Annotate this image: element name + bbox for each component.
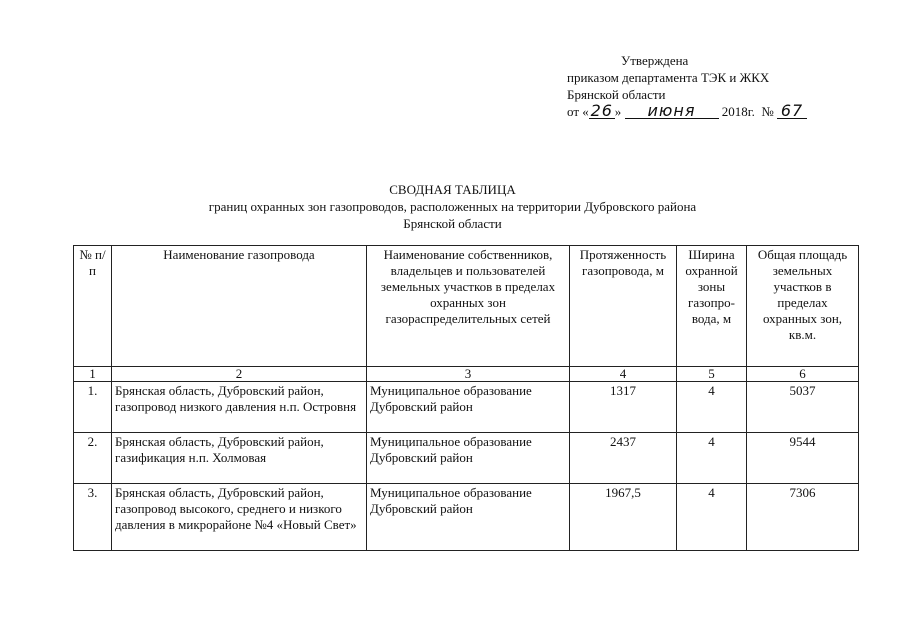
row-area: 5037 — [747, 382, 859, 433]
approval-region: Брянской области — [567, 87, 666, 102]
date-prefix: от « — [567, 104, 589, 119]
document-title-block — [0, 181, 905, 232]
column-number: 3 — [367, 367, 570, 382]
row-zone-width: 4 — [677, 433, 747, 484]
row-number: 2. — [74, 433, 112, 484]
date-mid: » — [614, 104, 622, 119]
header-pipeline-name: Наименование газопровода — [112, 246, 367, 367]
document-subtitle: границ охранных зон газопроводов, расположенных на территории Дубровского района — [208, 199, 697, 214]
handwritten-month: июня — [625, 103, 719, 119]
column-number: 5 — [677, 367, 747, 382]
row-owner: Муниципальное образование Дубровский район — [367, 484, 570, 551]
summary-table — [73, 245, 859, 551]
table-row — [74, 382, 859, 433]
document-subtitle-region: Брянской области — [403, 216, 502, 231]
header-zone-width: Ширина охранной зоны газопро-вода, м — [677, 246, 747, 367]
handwritten-day: 26 — [590, 101, 613, 120]
column-number: 2 — [112, 367, 367, 382]
row-number: 1. — [74, 382, 112, 433]
approval-issuer: приказом департамента ТЭК и ЖКХ — [567, 70, 770, 85]
handwritten-order-number: 67 — [777, 103, 807, 119]
approval-date-line — [567, 103, 807, 120]
row-zone-width: 4 — [677, 382, 747, 433]
column-number: 1 — [74, 367, 112, 382]
approval-block — [567, 52, 807, 120]
row-zone-width: 4 — [677, 484, 747, 551]
number-sign: № — [761, 104, 774, 119]
row-pipeline-name: Брянская область, Дубровский район, газопровод высокого, среднего и низкого давления в микрорайоне №4 «Новый Свет» — [112, 484, 367, 551]
header-total-area: Общая площадь земельных участков в пределах охранных зон, кв.м. — [747, 246, 859, 367]
row-owner: Муниципальное образование Дубровский район — [367, 382, 570, 433]
approval-title: Утверждена — [621, 53, 689, 68]
document-title: СВОДНАЯ ТАБЛИЦА — [389, 182, 516, 197]
row-area: 9544 — [747, 433, 859, 484]
row-number: 3. — [74, 484, 112, 551]
header-length: Протяженность газопровода, м — [570, 246, 677, 367]
row-length: 1317 — [570, 382, 677, 433]
row-pipeline-name: Брянская область, Дубровский район, газификация н.п. Холмовая — [112, 433, 367, 484]
column-number: 6 — [747, 367, 859, 382]
column-number-row — [74, 367, 859, 382]
row-length: 1967,5 — [570, 484, 677, 551]
header-number: № п/п — [74, 246, 112, 367]
header-owners: Наименование собственников, владельцев и пользователей земельных участков в пределах охранных зон газораспределительных сетей — [367, 246, 570, 367]
table-row — [74, 484, 859, 551]
row-area: 7306 — [747, 484, 859, 551]
row-owner: Муниципальное образование Дубровский район — [367, 433, 570, 484]
table-row — [74, 433, 859, 484]
date-year: 2018г. — [721, 104, 755, 119]
row-length: 2437 — [570, 433, 677, 484]
column-number: 4 — [570, 367, 677, 382]
row-pipeline-name: Брянская область, Дубровский район, газопровод низкого давления н.п. Островня — [112, 382, 367, 433]
table-header-row — [74, 246, 859, 367]
